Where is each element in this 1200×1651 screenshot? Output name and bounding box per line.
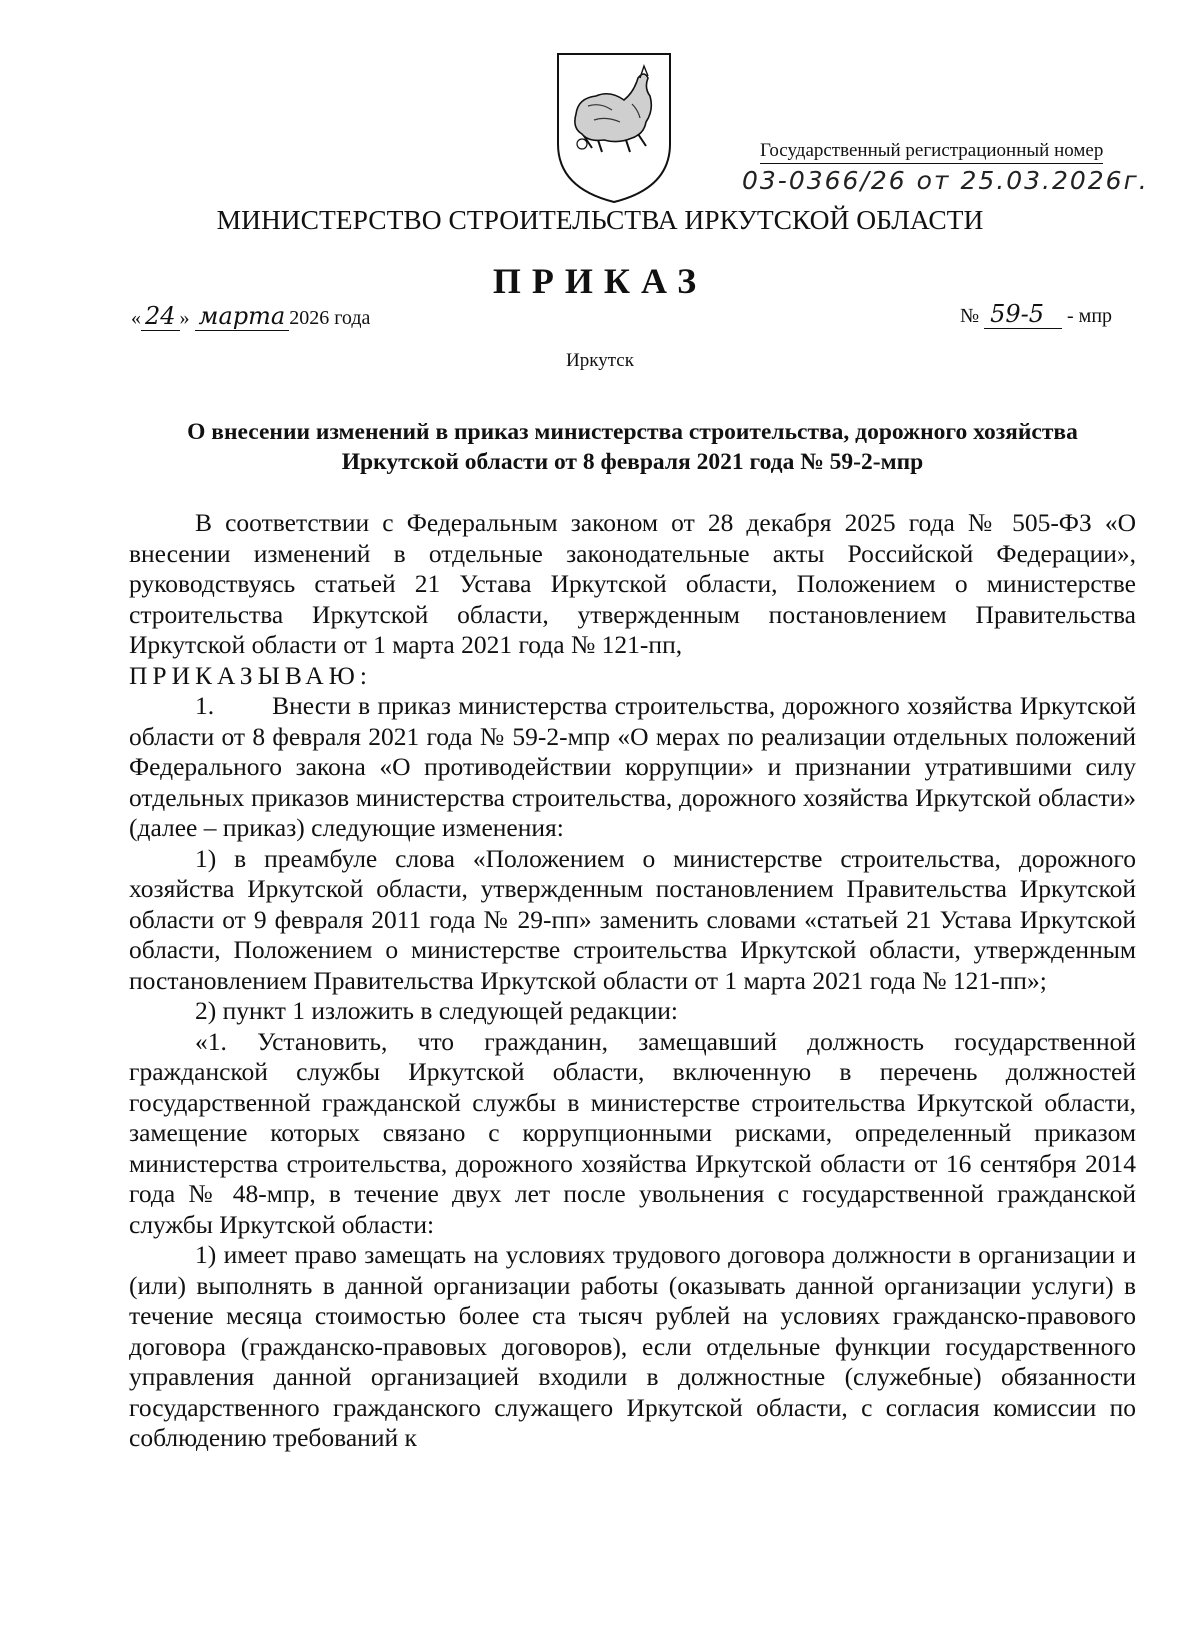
date-close-quote: »: [179, 307, 190, 329]
document-body: [129, 508, 1136, 1454]
ministry-name: МИНИСТЕРСТВО СТРОИТЕЛЬСТВА ИРКУТСКОЙ ОБЛАСТИ: [216, 204, 984, 235]
number-value: 59-5: [984, 300, 1062, 329]
document-type: ПРИКАЗ: [492, 261, 708, 301]
number-prefix: №: [960, 305, 980, 327]
order-number: [960, 300, 1112, 328]
order-date: [131, 302, 370, 330]
quoted-point-1-paragraph: «1. Установить, что гражданин, замещавший должность государственной гражданской службы Иркутской области, включенную в перечень должностей государственной гражданской службы в министерстве строительства Иркутской области, замещение которых связано с коррупционными рисками, определенный приказом министерства строительства, дорожного хозяйства Иркутской области от 16 сентября 2014 года № 48-мпр, в течение двух лет после увольнения с государственной гражданской службы Иркутской области:: [129, 1026, 1136, 1239]
quoted-subpoint-1-paragraph: 1) имеет право замещать на условиях трудового договора должности в организации и (или) выполнять в данной организации работы (оказывать данной организации услуги) в течение месяца стоимостью более ста тысяч рублей на условиях гражданско-правового договора (гражданско-правовых договоров), если отдельные функции государственного управления данной организацией входили в должностные (служебные) обязанности государственного гражданского служащего Иркутской области, с согласия комиссии по соблюдению требований к: [129, 1240, 1136, 1452]
registration-number-handwritten: 03-0366/26 от 25.03.2026г.: [742, 166, 1149, 195]
number-suffix: - мпр: [1067, 305, 1113, 327]
item-1-paragraph: [129, 691, 1136, 844]
order-word: ПРИКАЗЫВАЮ:: [129, 660, 372, 690]
subitem-1-paragraph: 1) в преамбуле слова «Положением о министерстве строительства, дорожного хозяйства Иркутской области, утвержденным постановлением Правительства Иркутской области от 9 февраля 2011 года № 29-пп» заменить словами «статьей 21 Устава Иркутской области, Положением о министерстве строительства Иркутской области, утвержденным постановлением Правительства Иркутской области от 1 марта 2021 года № 121-пп»;: [129, 843, 1136, 995]
registration-number-label: Государственный регистрационный номер: [760, 140, 1103, 164]
date-day: 24: [141, 302, 180, 331]
date-open-quote: «: [131, 307, 141, 329]
item-1-text: Внести в приказ министерства строительства, дорожного хозяйства Иркутской области от 8 февраля 2021 года № 59-2-мпр «О мерах по реализации отдельных положений Федерального закона «О противодействии коррупции» и признании утратившими силу отдельных приказов министерства строительства, дорожного хозяйства Иркутской области» (далее – приказ) следующие изменения:: [129, 691, 1136, 842]
date-month: марта: [195, 302, 290, 331]
date-year: 2026 года: [289, 307, 371, 329]
subitem-2-paragraph: 2) пункт 1 изложить в следующей редакции:: [195, 996, 678, 1025]
coat-of-arms-emblem: [548, 48, 680, 206]
preamble-paragraph: В соответствии с Федеральным законом от 28 декабря 2025 года № 505-ФЗ «О внесении изменений в отдельные законодательные акты Российской Федерации», руководствуясь статьей 21 Устава Иркутской области, Положением о министерстве строительства Иркутской области, утвержденным постановлением Правительства Иркутской области от 1 марта 2021 года № 121-пп,: [129, 508, 1136, 659]
document-title: О внесении изменений в приказ министерства строительства, дорожного хозяйства Иркутской области от 8 февраля 2021 года № 59-2-мпр: [187, 419, 1078, 475]
city: Иркутск: [566, 350, 634, 371]
item-1-number: 1.: [195, 691, 215, 720]
